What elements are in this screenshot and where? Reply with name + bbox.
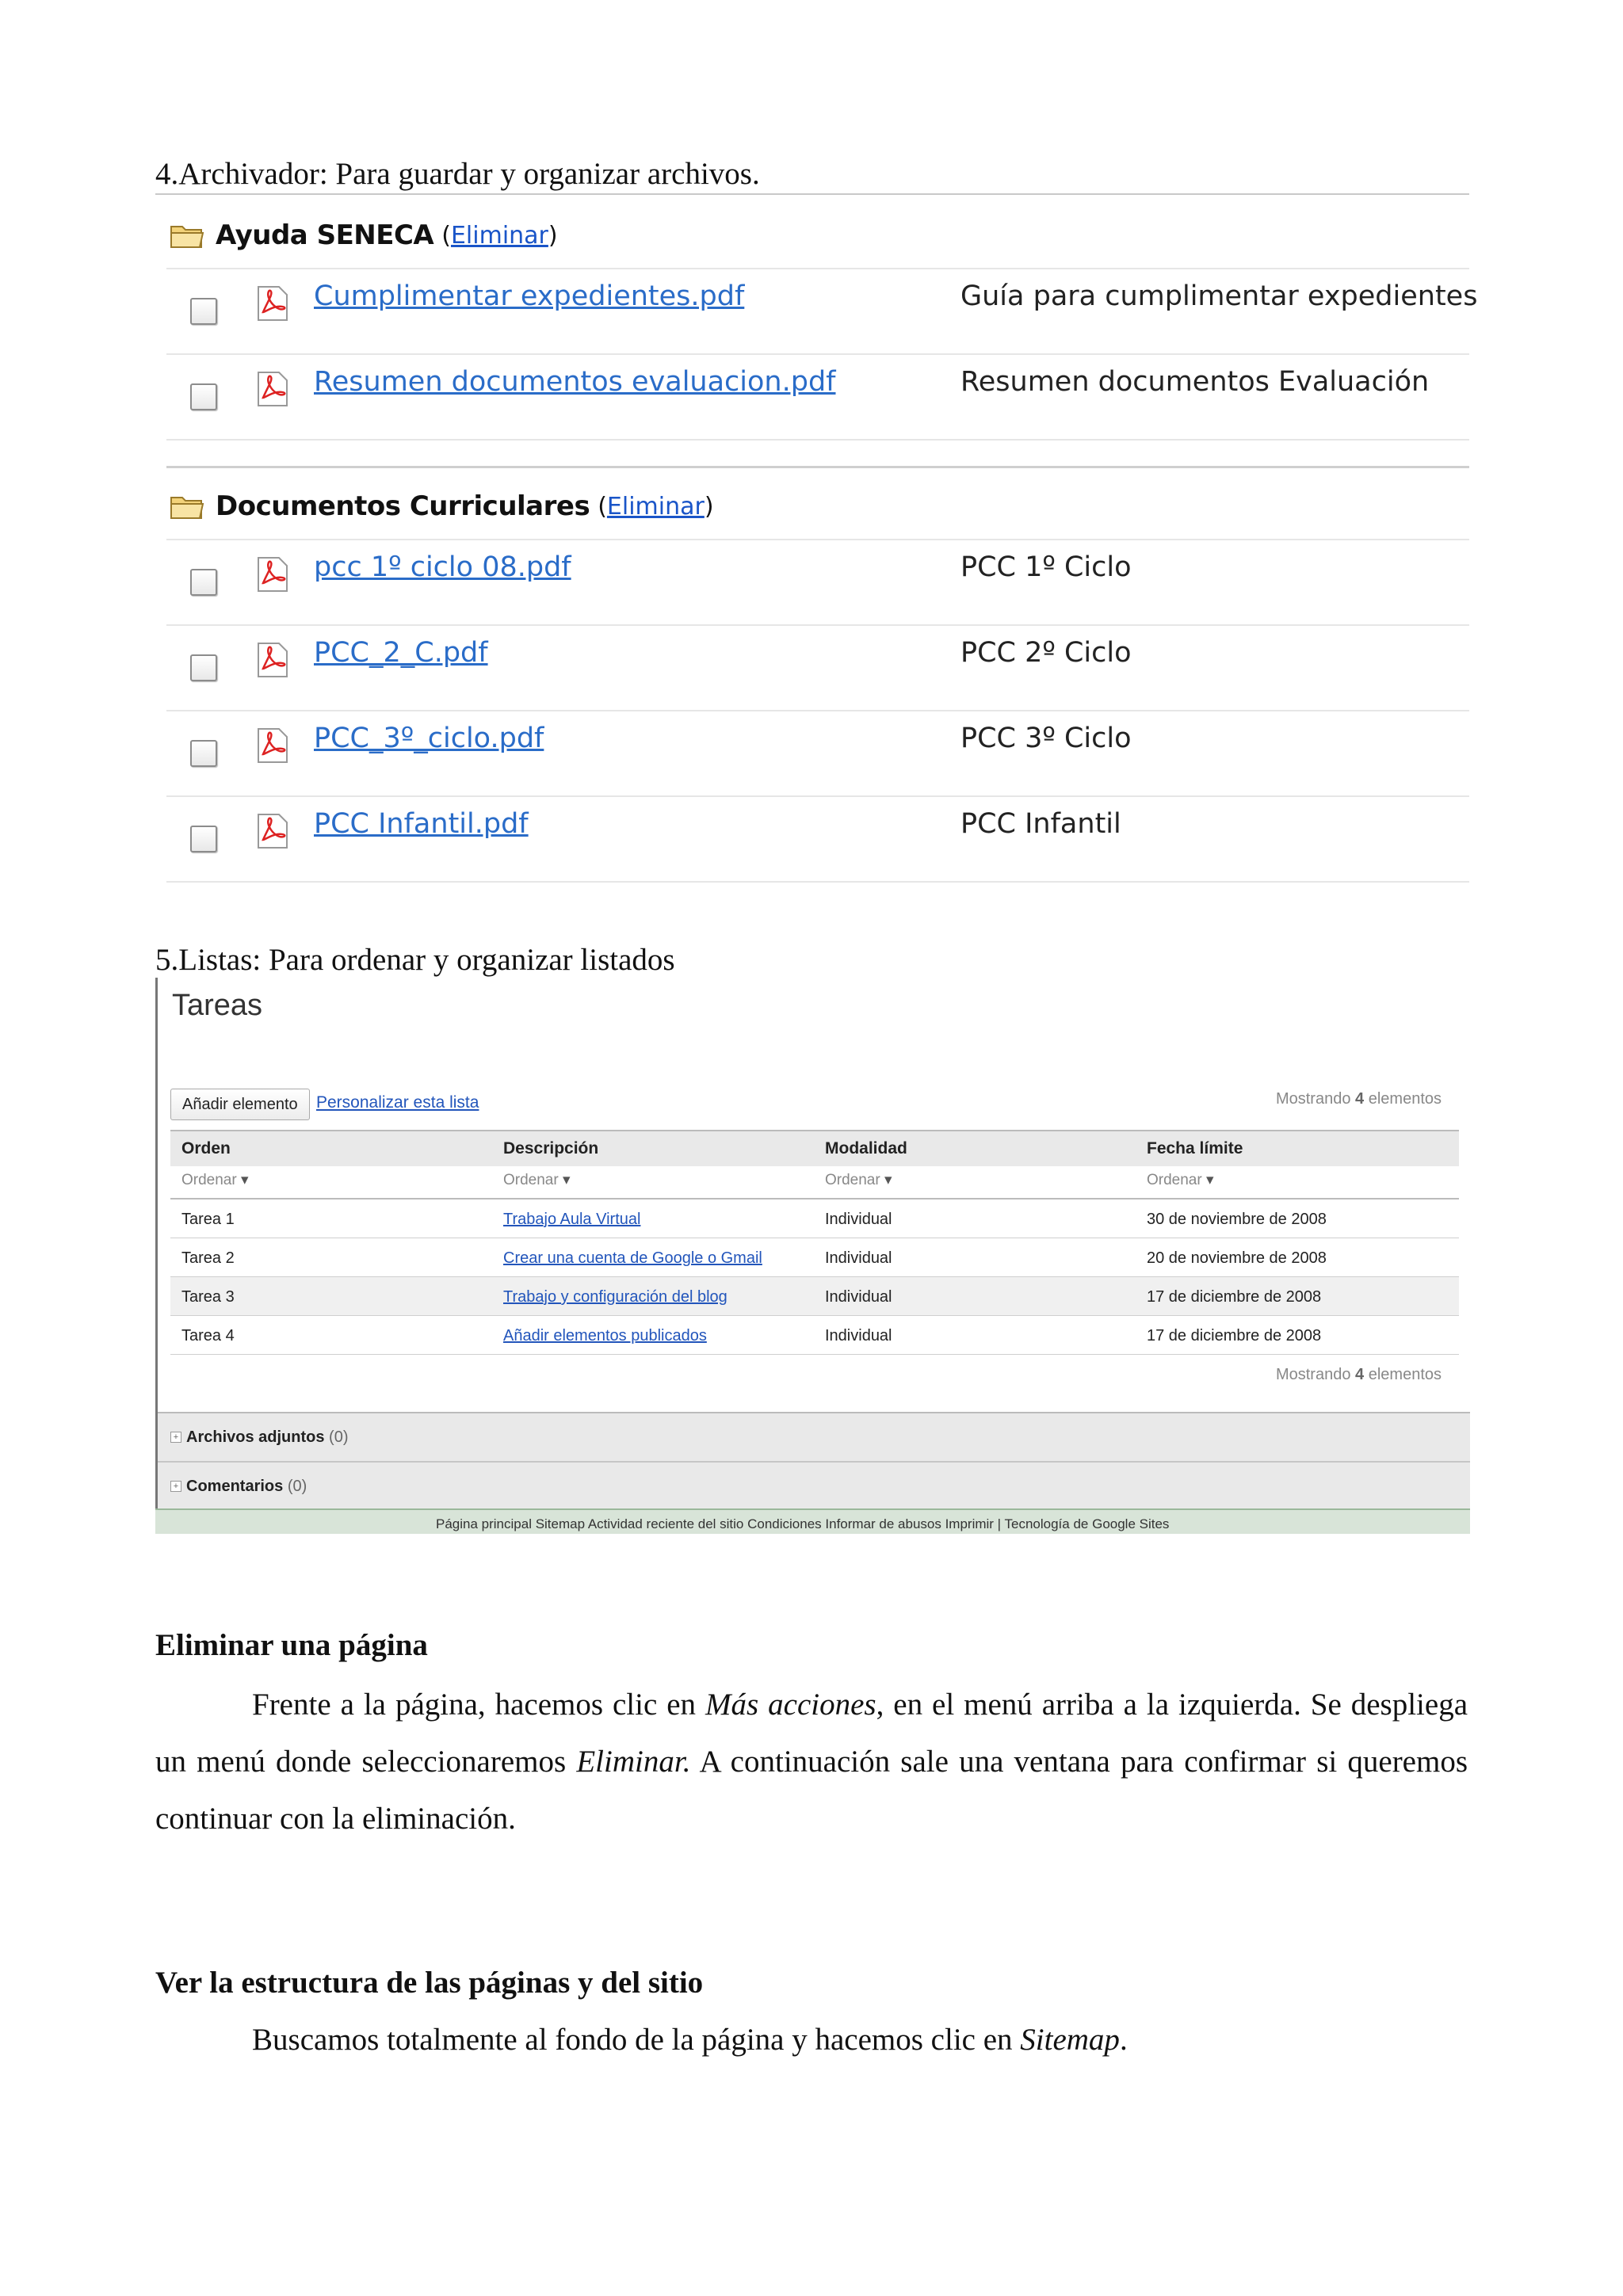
table-row (170, 1277, 1459, 1316)
sort-dropdown[interactable]: Ordenar ▾ (1147, 1171, 1214, 1189)
file-link[interactable]: pcc 1º ciclo 08.pdf (314, 551, 571, 583)
file-link[interactable]: PCC Infantil.pdf (314, 808, 529, 840)
file-row (166, 539, 1469, 626)
pdf-icon (255, 642, 290, 678)
add-item-button[interactable]: Añadir elemento (170, 1089, 310, 1120)
folder-icon (170, 222, 204, 249)
section-heading-delete-page: Eliminar una página (155, 1628, 428, 1662)
pdf-icon (255, 556, 290, 593)
customize-list-link[interactable]: Personalizar esta lista (316, 1093, 479, 1112)
file-row (166, 710, 1469, 797)
sort-row (170, 1166, 1459, 1199)
file-checkbox[interactable] (190, 654, 217, 681)
pdf-icon (255, 371, 290, 407)
file-description: Guía para cumplimentar expedientes (960, 280, 1478, 312)
table-header (170, 1130, 1459, 1166)
paragraph-structure: Buscamos totalmente al fondo de la página y hacemos clic en Sitemap. (252, 2023, 1128, 2057)
item-count-bottom: Mostrando 4 elementos (1275, 1366, 1442, 1383)
paragraph-delete-page: Frente a la página, hacemos clic en Más acciones, en el menú arriba a la izquierda. Se despliega un menú donde seleccionaremos Eliminar. A continuación sale una ventana para confirmar si queremos continuar con la eliminación. (155, 1688, 1468, 1836)
folder-header-documentos-curriculares: Documentos Curriculares (Eliminar) (170, 485, 714, 528)
expand-icon: + (170, 1481, 181, 1492)
table-row (170, 1316, 1459, 1355)
cell-order: Tarea 1 (181, 1211, 235, 1228)
delete-folder-link[interactable]: Eliminar (450, 221, 548, 250)
cell-order: Tarea 2 (181, 1249, 235, 1267)
delete-folder-link[interactable]: Eliminar (606, 492, 705, 521)
file-checkbox[interactable] (190, 383, 217, 410)
file-description: Resumen documentos Evaluación (960, 366, 1430, 398)
table-row (170, 1199, 1459, 1238)
column-header[interactable]: Orden (181, 1139, 231, 1158)
pdf-icon (255, 813, 290, 849)
file-checkbox[interactable] (190, 569, 217, 596)
list-screenshot (155, 978, 1470, 1532)
file-link[interactable]: PCC_2_C.pdf (314, 637, 488, 669)
section-listas-title: 5.Listas: Para ordenar y organizar listados (155, 943, 675, 977)
list-table (170, 1130, 1459, 1355)
divider (158, 1461, 1470, 1463)
item-count-top: Mostrando 4 elementos (1275, 1090, 1442, 1108)
sort-dropdown[interactable]: Ordenar ▾ (825, 1171, 892, 1189)
attachments-comments-panel (158, 1412, 1470, 1510)
list-title: Tareas (172, 989, 263, 1022)
cell-deadline: 17 de diciembre de 2008 (1147, 1327, 1322, 1344)
cell-modality: Individual (825, 1288, 892, 1306)
file-link[interactable]: Cumplimentar expedientes.pdf (314, 280, 745, 312)
cell-modality: Individual (825, 1249, 892, 1267)
cell-order: Tarea 4 (181, 1327, 235, 1344)
divider (166, 881, 1469, 883)
comments-expander[interactable]: + Comentarios (0) (170, 1463, 307, 1510)
cell-deadline: 17 de diciembre de 2008 (1147, 1288, 1322, 1306)
file-row (166, 268, 1478, 355)
file-link[interactable]: PCC_3º_ciclo.pdf (314, 723, 544, 754)
cell-description-link[interactable]: Trabajo y configuración del blog (503, 1288, 727, 1306)
sort-dropdown[interactable]: Ordenar ▾ (503, 1171, 571, 1189)
pdf-icon (255, 285, 290, 322)
expand-icon: + (170, 1432, 181, 1443)
cell-modality: Individual (825, 1211, 892, 1228)
file-row (166, 353, 1469, 441)
attachments-expander[interactable]: + Archivos adjuntos (0) (170, 1413, 349, 1461)
file-cabinet-screenshot (155, 193, 1478, 889)
folder-icon (170, 493, 204, 520)
cell-description-link[interactable]: Crear una cuenta de Google o Gmail (503, 1249, 762, 1267)
section-archivador-title: 4.Archivador: Para guardar y organizar archivos. (155, 157, 760, 191)
table-row (170, 1238, 1459, 1277)
cell-description-link[interactable]: Añadir elementos publicados (503, 1327, 707, 1344)
folder-separator (166, 466, 1469, 468)
file-link[interactable]: Resumen documentos evaluacion.pdf (314, 366, 836, 398)
cell-modality: Individual (825, 1327, 892, 1344)
cell-deadline: 30 de noviembre de 2008 (1147, 1211, 1327, 1228)
file-description: PCC 3º Ciclo (960, 723, 1132, 754)
file-description: PCC Infantil (960, 808, 1121, 840)
file-description: PCC 2º Ciclo (960, 637, 1132, 669)
cell-order: Tarea 3 (181, 1288, 235, 1306)
footer-links[interactable]: Página principal Sitemap Actividad reciente del sitio Condiciones Informar de abusos Imprimir | Tecnología de Google Sites (436, 1516, 1170, 1531)
sort-dropdown[interactable]: Ordenar ▾ (181, 1171, 249, 1189)
cell-description-link[interactable]: Trabajo Aula Virtual (503, 1211, 641, 1228)
column-header[interactable]: Fecha límite (1147, 1139, 1243, 1158)
cell-deadline: 20 de noviembre de 2008 (1147, 1249, 1327, 1267)
folder-header-ayuda-seneca: Ayuda SENECA (Eliminar) (170, 214, 558, 257)
folder-title: Ayuda SENECA (216, 219, 434, 251)
file-description: PCC 1º Ciclo (960, 551, 1132, 583)
file-checkbox[interactable] (190, 740, 217, 767)
divider (166, 439, 1469, 441)
file-row (166, 795, 1469, 883)
section-heading-structure: Ver la estructura de las páginas y del sitio (155, 1966, 704, 2000)
column-header[interactable]: Modalidad (825, 1139, 907, 1158)
file-checkbox[interactable] (190, 826, 217, 852)
site-footer (155, 1508, 1470, 1534)
file-row (166, 624, 1469, 711)
pdf-icon (255, 727, 290, 764)
file-checkbox[interactable] (190, 298, 217, 325)
divider (155, 193, 1469, 195)
folder-title: Documentos Curriculares (216, 490, 590, 522)
column-header[interactable]: Descripción (503, 1139, 599, 1158)
